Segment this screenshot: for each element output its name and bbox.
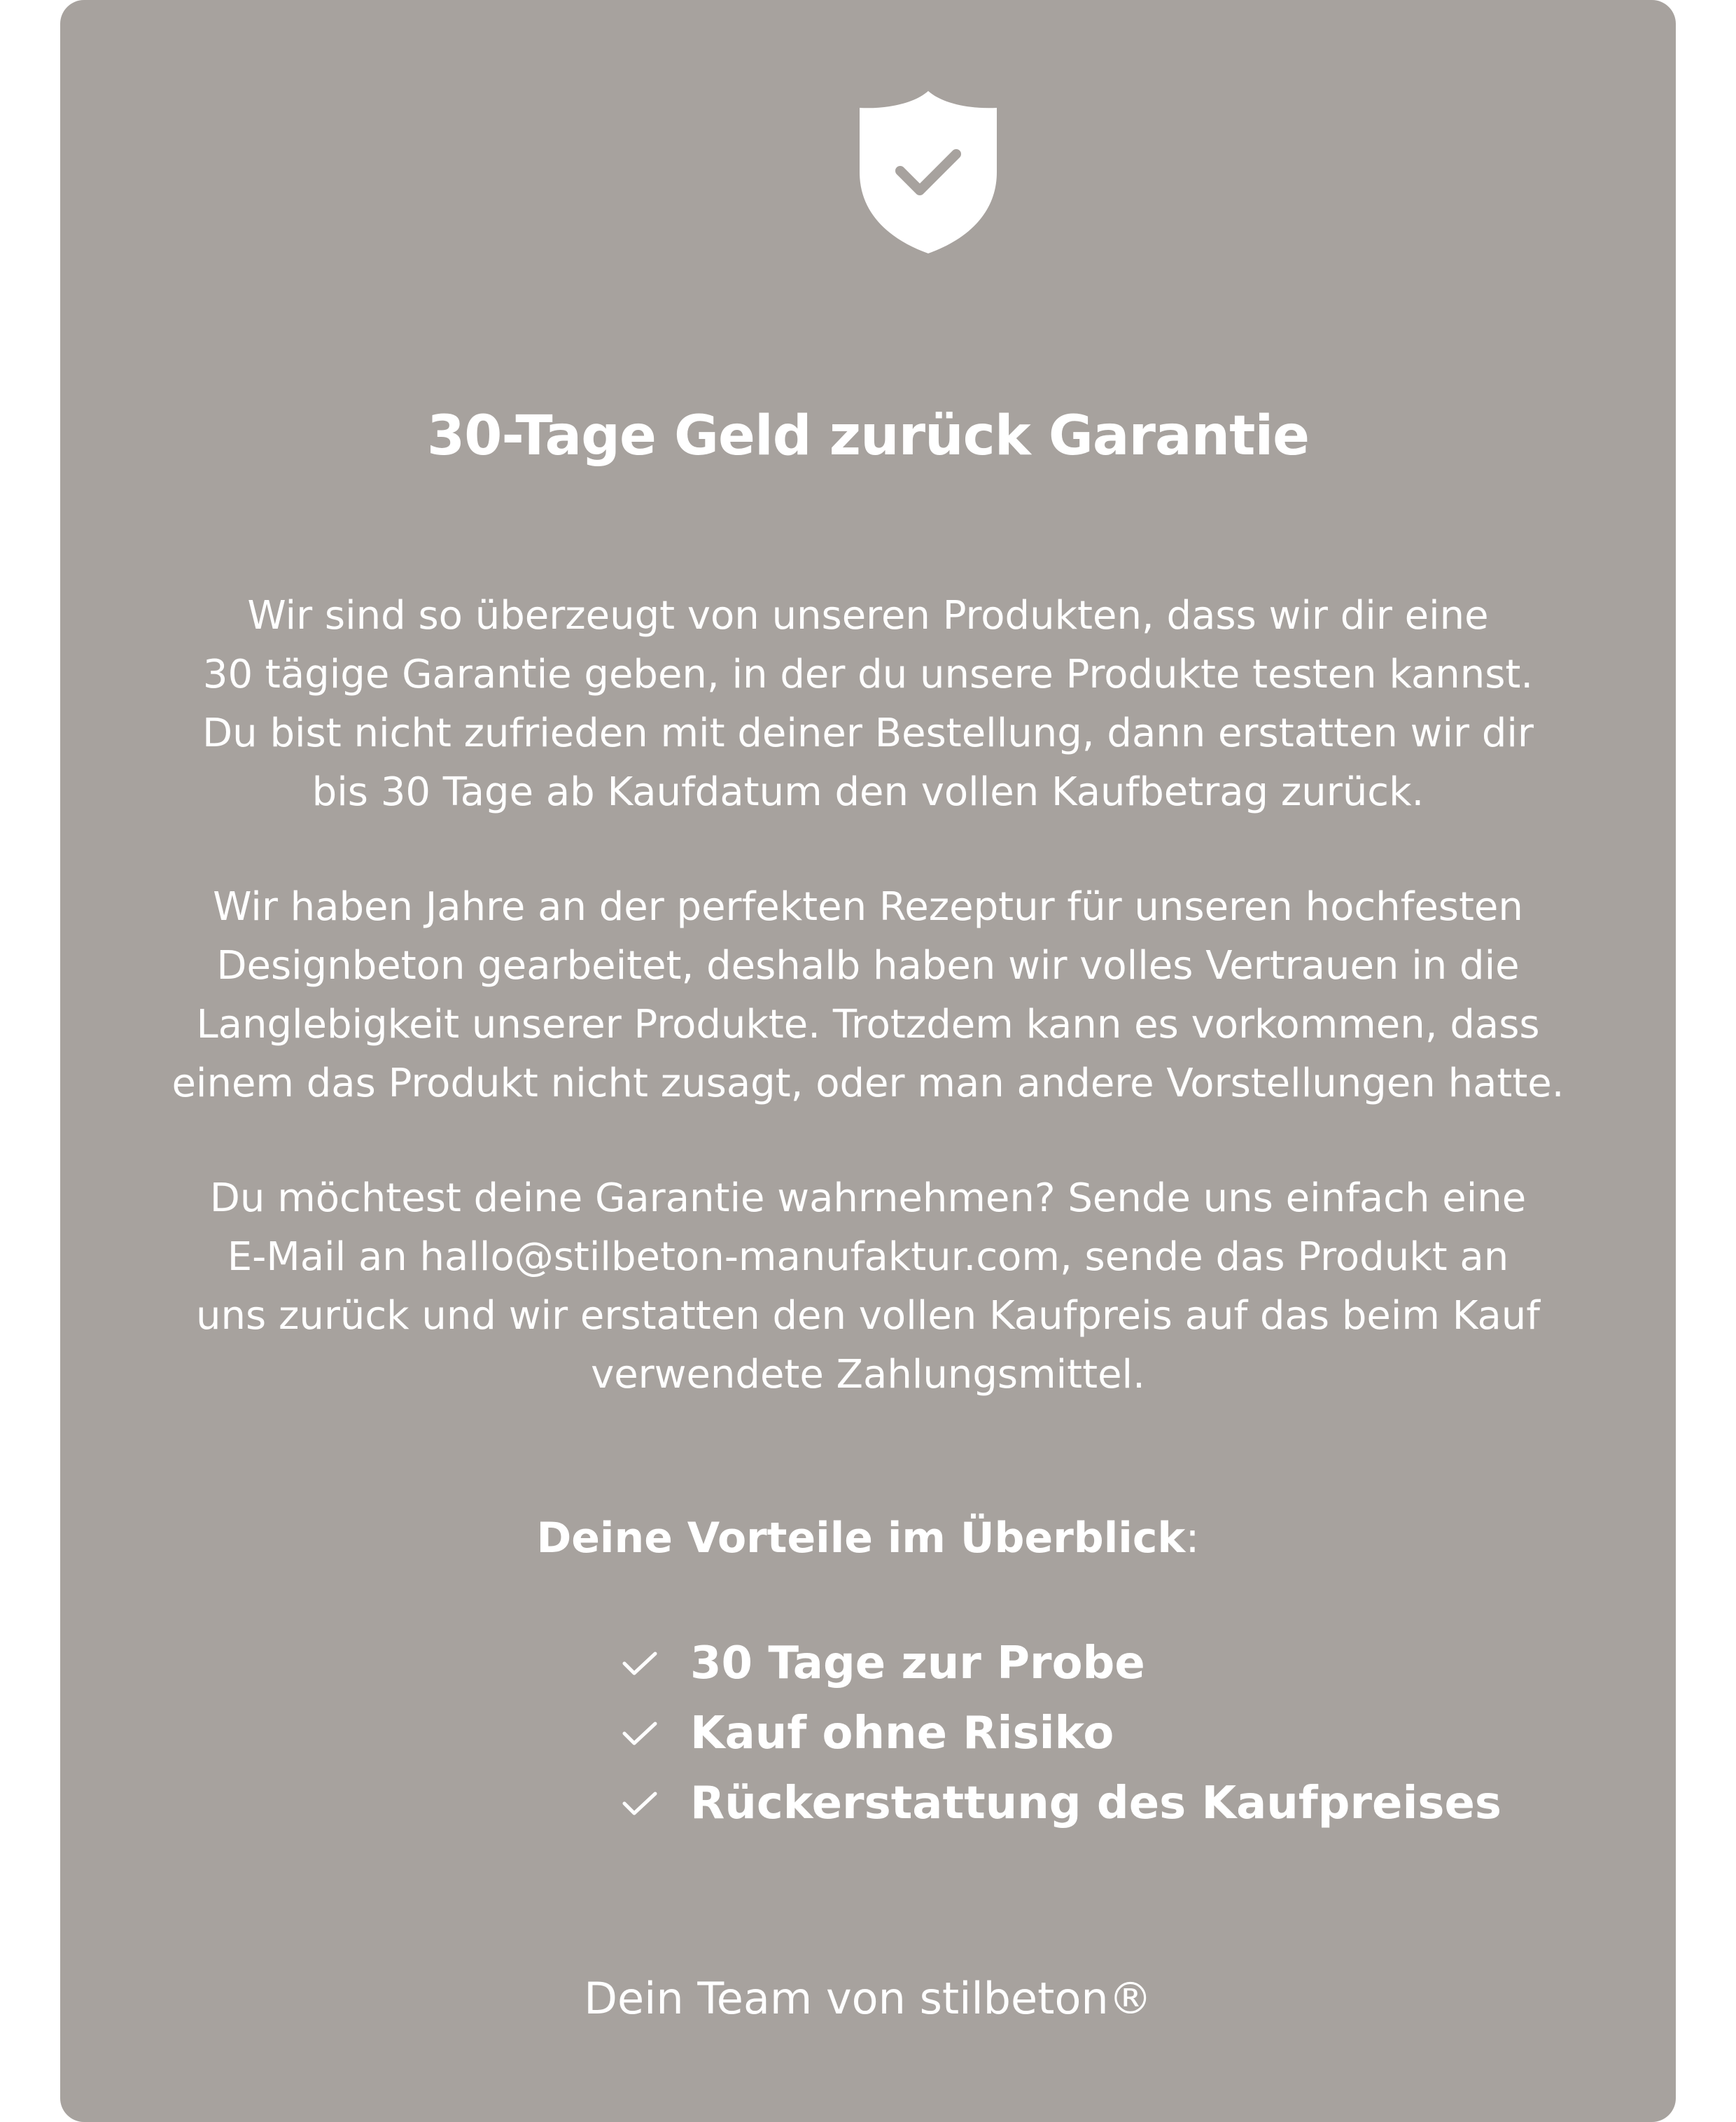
paragraph-line: Langlebigkeit unserer Produkte. Trotzdem kann es vorkommen, dass xyxy=(196,1002,1540,1047)
benefits-heading-colon: : xyxy=(1185,1514,1200,1563)
team-signature: Dein Team von stilbeton® xyxy=(584,1973,1152,2024)
benefit-item xyxy=(622,1628,1502,1698)
shield-check-icon xyxy=(858,88,998,256)
paragraph-line: Wir haben Jahre an der perfekten Rezeptur für unseren hochfesten xyxy=(213,884,1523,930)
benefit-item xyxy=(622,1698,1502,1768)
benefit-label: 30 Tage zur Probe xyxy=(690,1638,1145,1689)
benefit-label: Kauf ohne Risiko xyxy=(690,1708,1114,1759)
paragraph-line: E-Mail an hallo@stilbeton-manufaktur.com, sende das Produkt an xyxy=(227,1234,1509,1280)
paragraph-line: verwendete Zahlungsmittel. xyxy=(591,1352,1145,1397)
paragraph-line: Wir sind so überzeugt von unseren Produkten, dass wir dir eine xyxy=(247,593,1489,638)
page-title: 30-Tage Geld zurück Garantie xyxy=(426,405,1310,468)
paragraph-line: uns zurück und wir erstatten den vollen Kaufpreis auf das beim Kauf xyxy=(196,1293,1540,1339)
paragraph-line: bis 30 Tage ab Kaufdatum den vollen Kaufbetrag zurück. xyxy=(312,769,1424,815)
checkmark-icon xyxy=(622,1719,658,1747)
benefit-label: Rückerstattung des Kaufpreises xyxy=(690,1778,1502,1829)
benefits-list xyxy=(622,1628,1502,1838)
quality-paragraph xyxy=(60,878,1676,1113)
paragraph-line: Designbeton gearbeitet, deshalb haben wir volles Vertrauen in die xyxy=(216,943,1520,989)
benefits-heading xyxy=(60,1514,1676,1563)
paragraph-line: Du bist nicht zufrieden mit deiner Bestellung, dann erstatten wir dir xyxy=(202,711,1534,756)
paragraph-line: einem das Produkt nicht zusagt, oder man andere Vorstellungen hatte. xyxy=(172,1061,1564,1106)
claim-paragraph xyxy=(60,1169,1676,1404)
guarantee-card xyxy=(60,0,1676,2122)
checkmark-icon xyxy=(622,1789,658,1817)
benefit-item xyxy=(622,1768,1502,1838)
paragraph-line: 30 tägige Garantie geben, in der du unsere Produkte testen kannst. xyxy=(202,652,1534,697)
checkmark-icon xyxy=(622,1649,658,1677)
benefits-heading-text: Deine Vorteile im Überblick xyxy=(536,1514,1186,1563)
guarantee-paragraph xyxy=(60,587,1676,822)
paragraph-line: Du möchtest deine Garantie wahrnehmen? Sende uns einfach eine xyxy=(209,1175,1527,1221)
